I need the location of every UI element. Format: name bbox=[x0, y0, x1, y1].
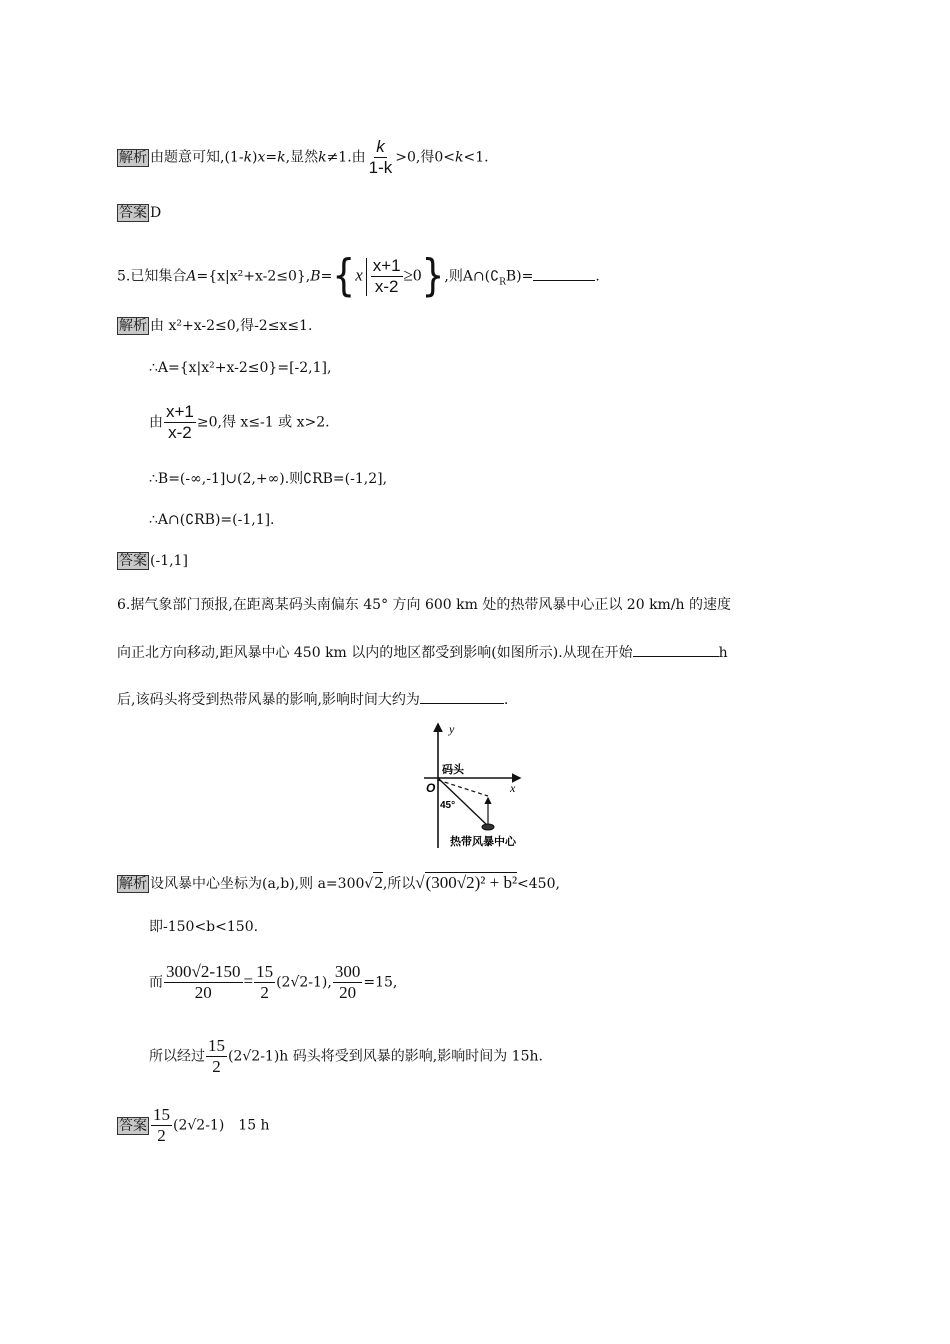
fraction-denominator: 2 bbox=[212, 1057, 221, 1076]
q5-line3-pre: 由 bbox=[149, 414, 163, 431]
q6-stem-text1: 据气象部门预报,在距离某码头南偏东 45° 方向 600 km 处的热带风暴中心正以 20 km/h 的速度 bbox=[130, 597, 732, 613]
left-brace: { bbox=[332, 251, 356, 301]
dashed-line bbox=[438, 780, 488, 796]
fraction-denominator: x-2 bbox=[374, 277, 399, 296]
question-number: 6. bbox=[117, 597, 131, 613]
fraction-numerator: 300√2-150 bbox=[166, 962, 241, 981]
q5-answer-line bbox=[117, 551, 188, 571]
y-label: y bbox=[449, 722, 455, 736]
q4-post: >0,得0< bbox=[395, 149, 456, 166]
radicand-big: (300√2)² + b² bbox=[425, 873, 518, 892]
q5-analysis-text1: 由 x²+x-2≤0,得-2≤x≤1. bbox=[150, 318, 313, 334]
q5-analysis-line5: ∴A∩(∁RB)=(-1,1]. bbox=[149, 512, 275, 528]
q4-answer-line bbox=[117, 203, 161, 223]
q6-a1-mid: ,所以 bbox=[382, 876, 416, 892]
q6-a3-mid: (2√2-1), bbox=[276, 974, 332, 991]
q6-figure bbox=[418, 720, 528, 850]
q4-analysis-line bbox=[117, 137, 489, 178]
q5-line3-post: ≥0,得 x≤-1 或 x>2. bbox=[196, 414, 330, 431]
q5-analysis-line4: ∴B=(-∞,-1]∪(2,+∞).则∁RB=(-1,2], bbox=[149, 471, 388, 487]
q6-a3-post: =15, bbox=[363, 974, 398, 991]
complement-subscript: R bbox=[499, 277, 506, 288]
q6-analysis-line2: 即-150<b<150. bbox=[149, 919, 259, 935]
q6-a3-fraction1 bbox=[164, 962, 243, 1003]
q4-k2: k bbox=[277, 149, 286, 166]
q4-analysis-pre: 由题意可知,(1- bbox=[150, 149, 244, 166]
q5-analysis-line1 bbox=[117, 316, 312, 336]
q4-k3: k bbox=[318, 149, 327, 166]
q6-a3-fraction3 bbox=[333, 962, 363, 1003]
set-a-def: ={x|x²+x-2≤0}, bbox=[196, 268, 311, 285]
storm-center-icon bbox=[482, 824, 494, 830]
set-b-ge: ≥0 bbox=[403, 265, 422, 285]
q6-answer-fraction bbox=[151, 1105, 172, 1146]
x-label: x bbox=[510, 781, 516, 795]
q4-fraction bbox=[367, 137, 395, 178]
q4-end: <1. bbox=[463, 149, 489, 166]
set-a-name: A bbox=[186, 268, 197, 285]
answer-blank-duration[interactable] bbox=[420, 689, 504, 704]
q5-stem-end: . bbox=[595, 268, 600, 285]
fraction-denominator: 2 bbox=[260, 983, 269, 1002]
fraction-numerator: 15 bbox=[153, 1105, 170, 1124]
q4-x: x bbox=[257, 149, 266, 166]
answer-tag: 答案 bbox=[119, 205, 147, 221]
q5-stem-pre: 已知集合 bbox=[130, 268, 187, 285]
fraction-numerator: k bbox=[376, 137, 385, 156]
set-b-eq: = bbox=[320, 268, 333, 285]
q6-stem-line1 bbox=[117, 595, 731, 615]
q6-answer-line bbox=[117, 1105, 270, 1146]
radical-sign: √ bbox=[364, 876, 374, 892]
fraction-numerator: x+1 bbox=[372, 256, 401, 275]
q6-analysis-line1 bbox=[117, 872, 560, 894]
set-b-name: B bbox=[310, 268, 321, 285]
fraction-numerator: x+1 bbox=[166, 402, 194, 421]
fraction-denominator: x-2 bbox=[168, 423, 192, 442]
q4-paren: ) bbox=[252, 149, 258, 166]
q6-analysis-line3 bbox=[149, 962, 397, 1003]
question-number: 5. bbox=[117, 268, 131, 285]
fraction-denominator: 1-k bbox=[368, 158, 393, 177]
q6-a4-fraction bbox=[206, 1036, 227, 1077]
answer-tag: 答案 bbox=[119, 1117, 147, 1134]
q6-a4-pre: 所以经过 bbox=[149, 1048, 205, 1065]
q4-k: k bbox=[243, 149, 253, 166]
q6-stem-end: . bbox=[503, 692, 509, 708]
q5-analysis-line2: ∴A={x|x²+x-2≤0}=[-2,1], bbox=[149, 360, 332, 376]
q5-stem bbox=[117, 251, 600, 301]
set-b-x: x bbox=[355, 265, 363, 285]
q6-stem-line3 bbox=[117, 689, 508, 710]
q6-analysis-line4 bbox=[149, 1036, 543, 1077]
q6-answer-text: (2√2-1) 15 h bbox=[173, 1117, 270, 1134]
answer-blank-hours[interactable] bbox=[633, 642, 719, 657]
analysis-tag: 解析 bbox=[119, 318, 147, 334]
analysis-tag: 解析 bbox=[119, 149, 147, 166]
set-builder-bar bbox=[366, 258, 367, 296]
radicand: 2 bbox=[374, 873, 383, 892]
q4-eq: = bbox=[265, 149, 278, 166]
fraction-numerator: 15 bbox=[208, 1036, 225, 1055]
q4-k4: k bbox=[455, 149, 464, 166]
q6-a1-post: <450, bbox=[517, 876, 560, 892]
origin-label: O bbox=[426, 781, 436, 795]
q5-stem-post2: B)= bbox=[505, 268, 534, 285]
answer-blank[interactable] bbox=[533, 266, 595, 281]
q6-stem-line2 bbox=[117, 642, 728, 663]
set-b-fraction bbox=[371, 256, 403, 297]
fraction-numerator: 300 bbox=[334, 962, 361, 981]
fraction-denominator: 2 bbox=[157, 1126, 166, 1145]
analysis-tag: 解析 bbox=[119, 876, 147, 892]
q5-line3-fraction bbox=[164, 402, 196, 443]
fraction-numerator: 15 bbox=[256, 962, 274, 981]
q5-answer: (-1,1] bbox=[150, 553, 188, 569]
q6-a1-pre: 设风暴中心坐标为(a,b),则 a=300 bbox=[150, 876, 365, 892]
storm-label: 热带风暴中心 bbox=[450, 835, 516, 848]
q6-unit: h bbox=[718, 645, 728, 661]
q4-answer: D bbox=[150, 205, 162, 221]
equals: = bbox=[243, 971, 254, 991]
q4-mid2: ,显然 bbox=[285, 149, 319, 166]
q5-analysis-line3 bbox=[149, 402, 330, 443]
q6-stem-text3: 后,该码头将受到热带风暴的影响,影响时间大约为 bbox=[117, 692, 420, 708]
q6-a4-post: (2√2-1)h 码头将受到风暴的影响,影响时间为 15h. bbox=[228, 1048, 543, 1065]
q6-a3-fraction2 bbox=[254, 962, 275, 1003]
dock-label: 码头 bbox=[442, 763, 464, 776]
q5-stem-post: ,则A∩(∁ bbox=[444, 268, 500, 285]
q6-a3-pre: 而 bbox=[149, 974, 163, 991]
angle-label: 45° bbox=[440, 800, 456, 811]
answer-tag: 答案 bbox=[119, 553, 147, 569]
radical-sign-big: √ bbox=[415, 873, 425, 892]
fraction-denominator: 20 bbox=[339, 983, 357, 1002]
right-brace: } bbox=[421, 251, 445, 301]
q6-stem-text2: 向正北方向移动,距风暴中心 450 km 以内的地区都受到影响(如图所示).从现在开始 bbox=[117, 645, 633, 661]
q4-mid3: ≠1.由 bbox=[326, 149, 366, 166]
fraction-denominator: 20 bbox=[194, 983, 212, 1002]
